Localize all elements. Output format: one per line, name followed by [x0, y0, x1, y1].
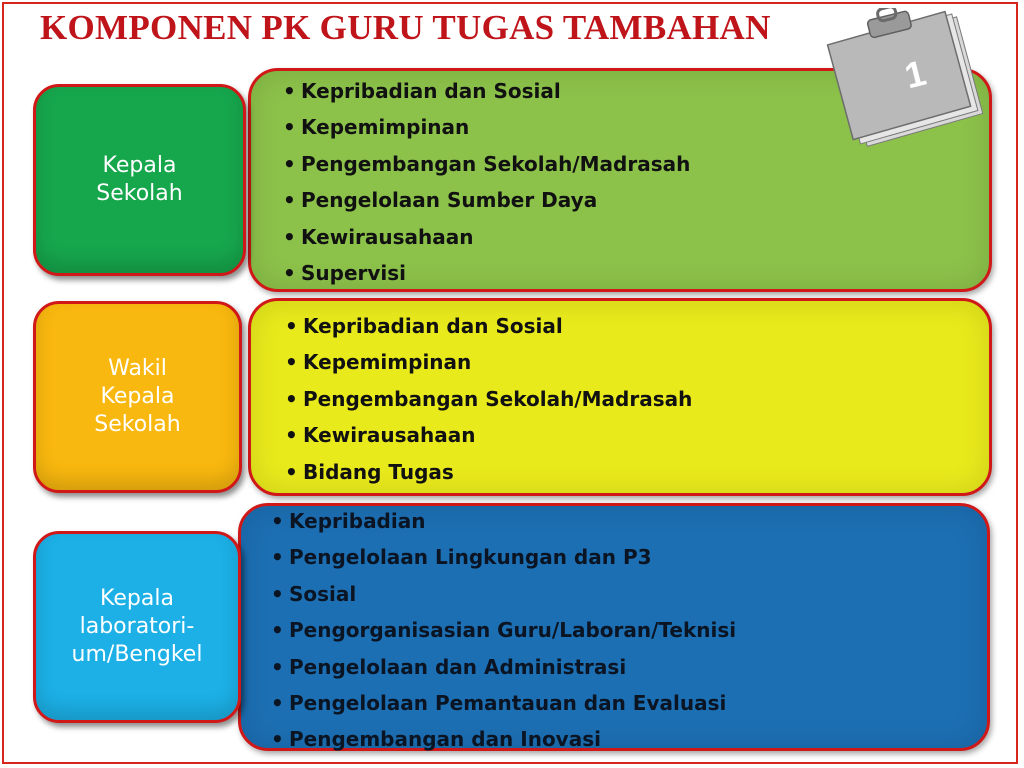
clipboard-icon: [820, 8, 1000, 148]
role-box-kepala-laboratorium: [33, 531, 241, 723]
list-item: • Pengembangan dan Inovasi: [269, 721, 736, 757]
competency-panel-wakil-kepala-sekolah: [248, 298, 992, 496]
list-item: • Kewirausahaan: [281, 219, 690, 255]
list-item: • Kepribadian dan Sosial: [281, 73, 690, 109]
list-item: • Bidang Tugas: [283, 454, 692, 490]
role-label: Kepala laboratori- um/Bengkel: [71, 585, 203, 668]
competency-list: [281, 73, 690, 291]
list-item: • Pengelolaan Pemantauan dan Evaluasi: [269, 685, 736, 721]
role-box-wakil-kepala-sekolah: [33, 301, 242, 493]
list-item: • Pengelolaan dan Administrasi: [269, 649, 736, 685]
list-item: • Pengembangan Sekolah/Madrasah: [283, 381, 692, 417]
list-item: • Pengorganisasian Guru/Laboran/Teknisi: [269, 612, 736, 648]
list-item: • Kepemimpinan: [283, 344, 692, 380]
list-item: • Kepemimpinan: [281, 109, 690, 145]
list-item: • Kepribadian: [269, 503, 736, 539]
role-box-kepala-sekolah: [33, 84, 246, 276]
competency-panel-kepala-laboratorium: [238, 503, 990, 751]
list-item: • Pengelolaan Sumber Daya: [281, 182, 690, 218]
role-label: Wakil Kepala Sekolah: [94, 355, 181, 438]
list-item: • Supervisi: [281, 255, 690, 291]
role-label: Kepala Sekolah: [96, 152, 183, 206]
slide-title: KOMPONEN PK GURU TUGAS TAMBAHAN: [40, 8, 771, 47]
badge-number: 1: [900, 51, 930, 97]
list-item: • Pengelolaan Lingkungan dan P3: [269, 539, 736, 575]
list-item: • Pengembangan Sekolah/Madrasah: [281, 146, 690, 182]
list-item: • Kewirausahaan: [283, 417, 692, 453]
competency-list: [269, 503, 736, 758]
competency-list: [283, 308, 692, 490]
list-item: • Kepribadian dan Sosial: [283, 308, 692, 344]
list-item: • Sosial: [269, 576, 736, 612]
